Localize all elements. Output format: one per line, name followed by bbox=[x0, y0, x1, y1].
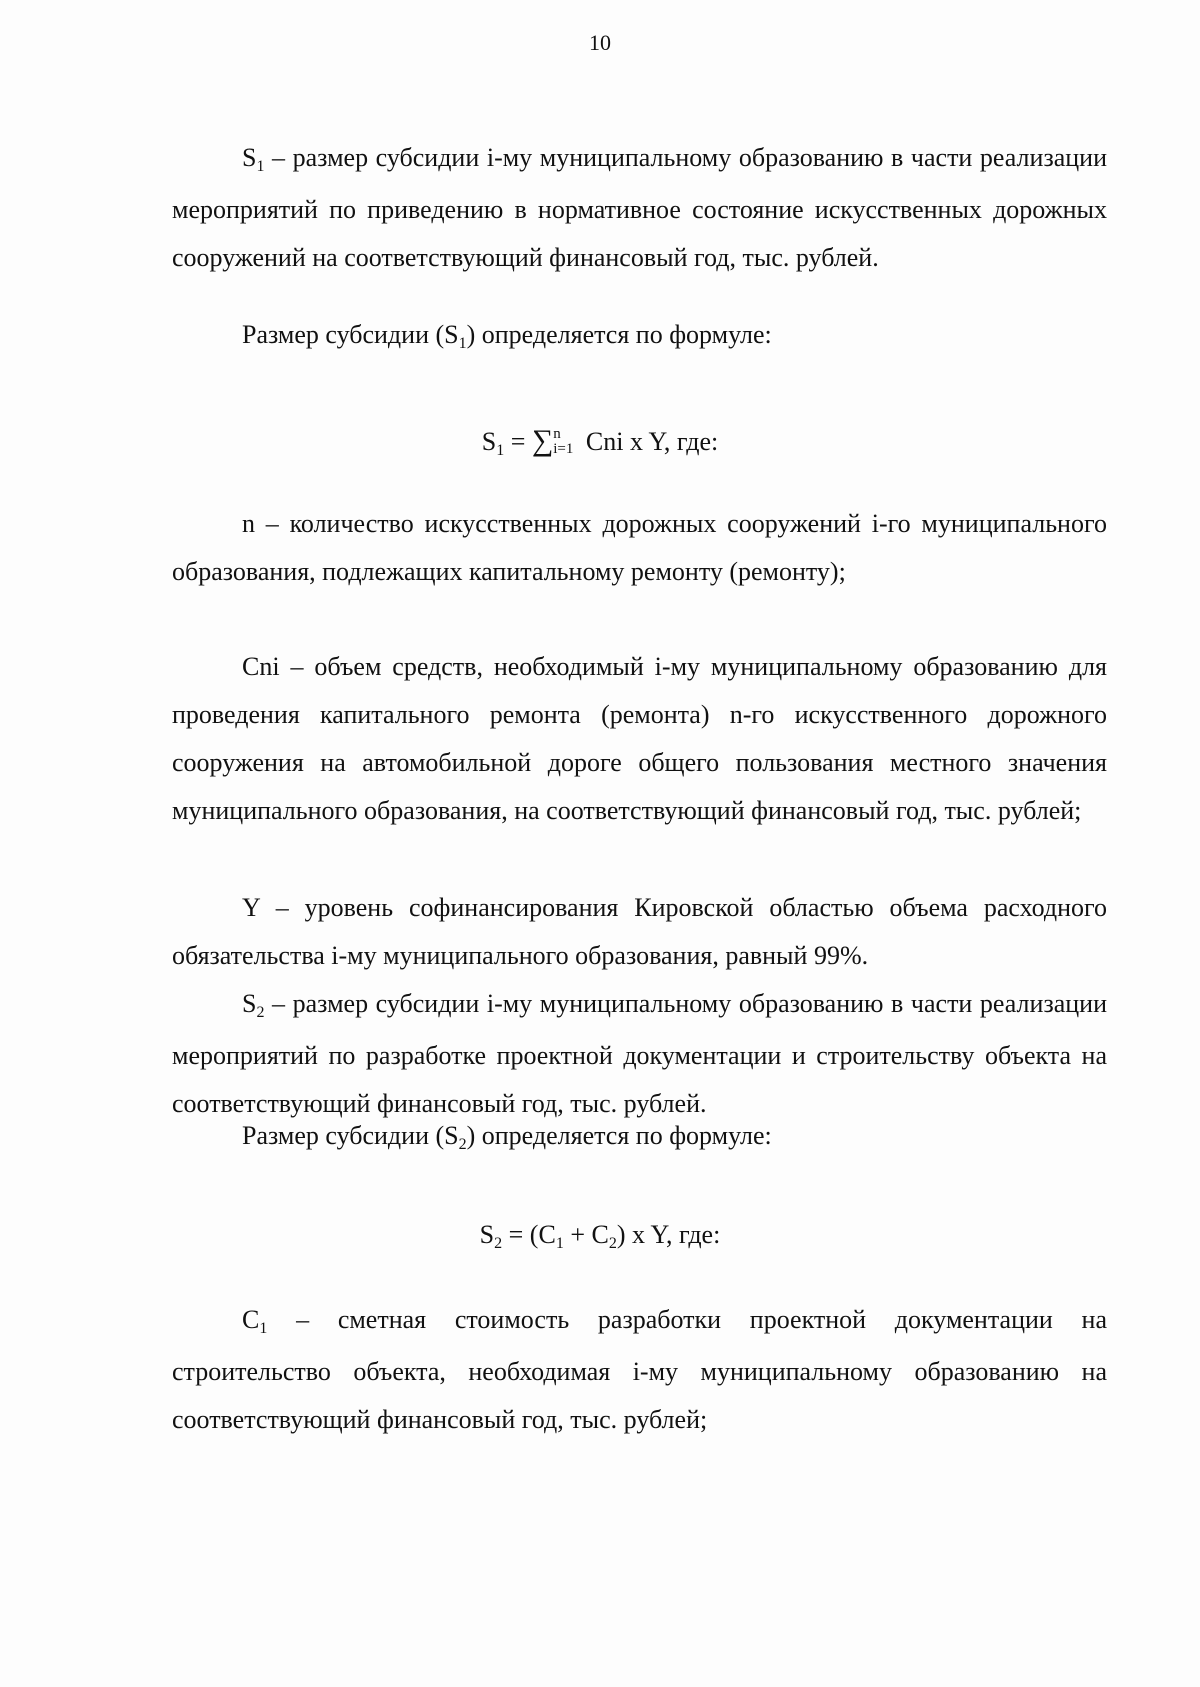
variable-s: S bbox=[242, 143, 257, 172]
definition-text: – размер субсидии i-му муниципальному образованию в части реализации мероприятий по разработке проектной документации и строительству объекта на соответствующий финансовый год, тыс. рублей. bbox=[172, 989, 1107, 1118]
text-part: ) определяется по формуле: bbox=[466, 320, 772, 349]
subscript: 1 bbox=[256, 158, 265, 175]
formula-rhs: Cni x Y, где: bbox=[579, 427, 719, 456]
paragraph-text: Cni – объем средств, необходимый i-му муниципальному образованию для проведения капитального ремонта (ремонта) n-го искусственного дорожного сооружения на автомобильной дороге общего пользования местного значения муниципального образования, на соответствующий финансовый год, тыс. рублей; bbox=[172, 652, 1107, 825]
paragraph-text bbox=[172, 1296, 1107, 1444]
formula-subscript: 1 bbox=[496, 442, 505, 459]
paragraph-s1-formula-intro bbox=[172, 311, 1107, 363]
paragraph-text: Y – уровень софинансирования Кировской областью объема расходного обязательства i-му муниципального образования, равный 99%. bbox=[172, 893, 1107, 970]
paragraph-text bbox=[172, 134, 1107, 282]
definition-text: – сметная стоимость разработки проектной документации на строительство объекта, необходимая i-му муниципальному образованию на соответствующий финансовый год, тыс. рублей; bbox=[172, 1305, 1107, 1434]
definition-text: – размер субсидии i-му муниципальному образованию в части реализации мероприятий по приведению в нормативное состояние искусственных дорожных сооружений на соответствующий финансовый год, тыс. рублей. bbox=[172, 143, 1107, 272]
formula-s1 bbox=[0, 424, 1200, 459]
formula-equals: = bbox=[504, 427, 532, 456]
formula-subscript: 1 bbox=[555, 1235, 564, 1252]
sum-sign: ∑ bbox=[531, 424, 554, 457]
formula-part: = (C bbox=[502, 1220, 556, 1249]
text-part: Размер субсидии (S bbox=[242, 1121, 459, 1150]
formula-s2 bbox=[0, 1220, 1200, 1250]
formula-subscript: 2 bbox=[494, 1235, 503, 1252]
paragraph-text bbox=[172, 1112, 1107, 1164]
paragraph-text: n – количество искусственных дорожных сооружений i-го муниципального образования, подлежащих капитальному ремонту (ремонту); bbox=[172, 509, 1107, 586]
formula-lhs: S bbox=[479, 1220, 495, 1249]
paragraph-s1-definition bbox=[172, 134, 1107, 282]
subscript: 2 bbox=[256, 1004, 265, 1021]
sum-lower-limit: i=1 bbox=[553, 441, 574, 458]
text-part: ) определяется по формуле: bbox=[466, 1121, 772, 1150]
sum-upper-limit: n bbox=[553, 426, 561, 443]
paragraph-s2-formula-intro bbox=[172, 1112, 1107, 1164]
text-part: Размер субсидии (S bbox=[242, 320, 459, 349]
paragraph-n-definition bbox=[172, 500, 1107, 596]
formula-rhs: ) x Y, где: bbox=[616, 1220, 721, 1249]
paragraph-text bbox=[172, 311, 1107, 363]
variable-c: C bbox=[242, 1305, 260, 1334]
paragraph-text bbox=[172, 980, 1107, 1128]
subscript: 2 bbox=[458, 1136, 467, 1153]
subscript: 1 bbox=[458, 335, 467, 352]
paragraph-c1-definition bbox=[172, 1296, 1107, 1444]
formula-part: + C bbox=[563, 1220, 609, 1249]
variable-s: S bbox=[242, 989, 257, 1018]
page-number: 10 bbox=[589, 30, 611, 55]
paragraph-s2-definition bbox=[172, 980, 1107, 1128]
formula-subscript: 2 bbox=[608, 1235, 617, 1252]
paragraph-cni-definition bbox=[172, 643, 1107, 835]
sum-limits bbox=[553, 427, 573, 457]
paragraph-y-definition bbox=[172, 884, 1107, 980]
subscript: 1 bbox=[259, 1320, 268, 1337]
formula-lhs: S bbox=[481, 427, 497, 456]
